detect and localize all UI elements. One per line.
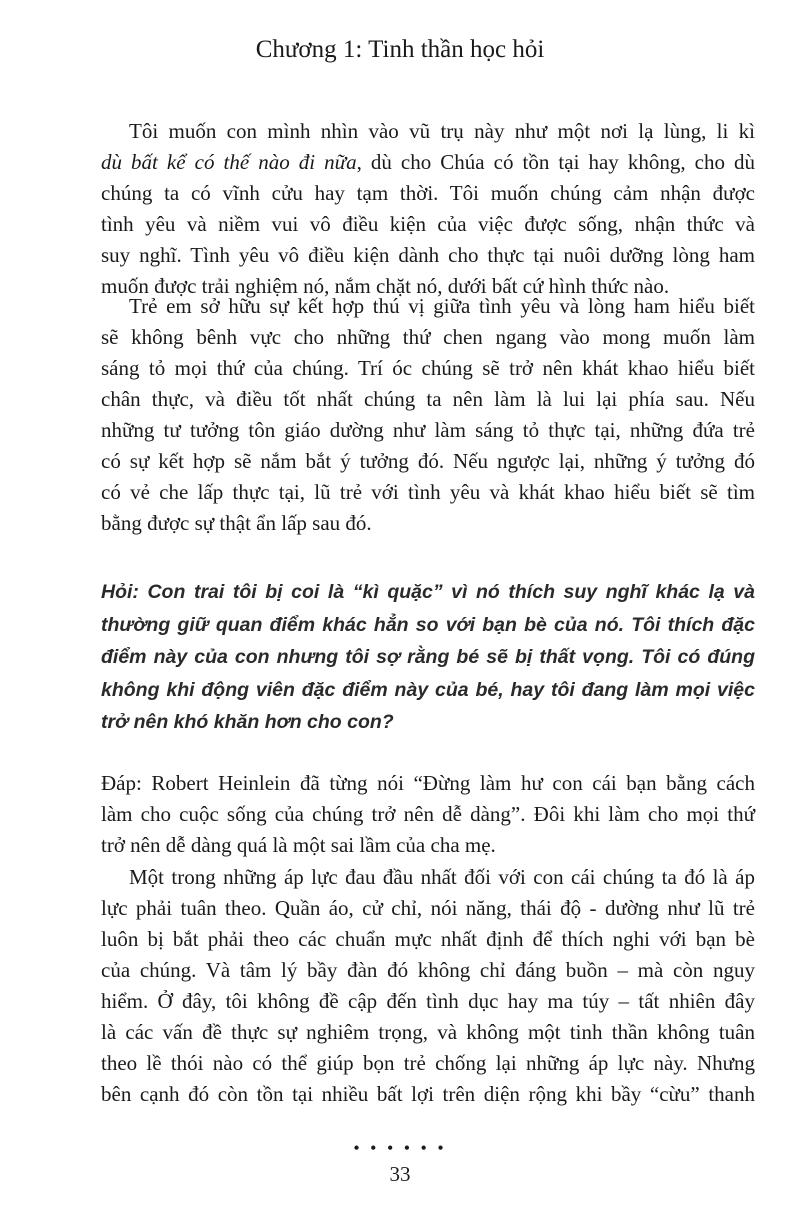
text-line: bên cạnh đó còn tồn tại nhiều bất lợi trên diện rộng khi bầy “cừu” thanh — [101, 1082, 755, 1106]
paragraph-3 — [101, 862, 755, 1110]
text-line: luôn bị bắt phải theo các chuẩn mực nhất định để thích nghi với bạn bè — [101, 927, 755, 951]
text-line: Đáp: Robert Heinlein đã từng nói “Đừng làm hư con cái bạn bằng cách — [101, 771, 755, 795]
text-line: bằng được sự thật ẩn lấp sau đó. — [101, 511, 372, 535]
text-line: chúng ta có vĩnh cửu hay tạm thời. Tôi muốn chúng cảm nhận được — [101, 181, 755, 205]
text-line: sẽ không bênh vực cho những thứ chen ngang vào mong muốn làm — [101, 325, 755, 349]
text-line: suy nghĩ. Tình yêu vô điều kiện dành cho thực tại nuôi dưỡng lòng ham — [101, 243, 755, 267]
text-line — [101, 147, 755, 178]
text-line: điểm này của con nhưng tôi sợ rằng bé sẽ bị thất vọng. Tôi có đúng — [101, 646, 755, 668]
text-line: sáng tỏ mọi thứ của chúng. Trí óc chúng sẽ trở nên khát khao hiểu biết — [101, 356, 755, 380]
text-line: không khi động viên đặc điểm này của bé, hay tôi đang làm mọi việc — [101, 678, 755, 701]
text-line: hiểm. Ở đây, tôi không đề cập đến tình dục hay ma túy – tất nhiên đây — [101, 989, 755, 1013]
text-line: trở nên khó khăn hơn cho con? — [101, 711, 394, 733]
answer-block — [101, 768, 755, 861]
text-line: chân thực, và điều tốt nhất chúng ta nên làm là lui lại phía sau. Nếu — [101, 387, 755, 411]
text-span: , dù cho Chúa có tồn tại hay không, cho dù — [356, 150, 755, 174]
chapter-title: Chương 1: Tinh thần học hỏi — [255, 36, 545, 63]
text-line: trở nên dễ dàng quá là một sai lầm của cha mẹ. — [101, 833, 496, 857]
text-line: Hỏi: Con trai tôi bị coi là “kì quặc” vì nó thích suy nghĩ khác lạ và — [101, 581, 755, 603]
page-number: 33 — [389, 1162, 411, 1186]
text-line: có sự kết hợp sẽ nắm bắt ý tưởng đó. Nếu ngược lại, những ý tưởng đó — [101, 449, 755, 473]
text-line: muốn được trải nghiệm nó, nắm chặt nó, dưới bất cứ hình thức nào. — [101, 274, 670, 298]
text-line: lực phải tuân theo. Quần áo, cử chỉ, nói năng, thái độ - dường như lũ trẻ — [101, 896, 755, 920]
paragraph-1 — [101, 116, 755, 302]
text-line: của chúng. Và tâm lý bầy đàn đó không chỉ đáng buồn – mà còn nguy — [101, 958, 755, 982]
text-line: Trẻ em sở hữu sự kết hợp thú vị giữa tình yêu và lòng ham hiểu biết — [129, 294, 755, 318]
text-line: thường giữ quan điểm khác hẳn so với bạn bè của nó. Tôi thích đặc — [101, 613, 755, 636]
text-line: những tư tưởng tôn giáo dường như làm sáng tỏ thực tại, những đứa trẻ — [101, 418, 755, 442]
text-line: tình yêu và niềm vui vô điều kiện của việc được sống, nhận thức và — [101, 212, 755, 236]
text-line: Một trong những áp lực đau đầu nhất đối với con cái chúng ta đó là áp — [129, 865, 755, 889]
text-line: theo lề thói nào có thể giúp bọn trẻ chống lại những áp lực này. Nhưng — [101, 1051, 755, 1075]
text-line: Tôi muốn con mình nhìn vào vũ trụ này như một nơi lạ lùng, li kì — [129, 119, 755, 143]
question-block — [101, 576, 755, 739]
text-line: có vẻ che lấp thực tại, lũ trẻ với tình yêu và khát khao hiểu biết sẽ tìm — [101, 480, 755, 504]
italic-phrase: dù bất kể có thế nào đi nữa — [101, 150, 357, 174]
paragraph-2 — [101, 291, 755, 539]
text-line: làm cho cuộc sống của chúng trở nên dễ dàng”. Đôi khi làm cho mọi thứ — [101, 802, 755, 826]
text-line: là các vấn đề thực sự nghiêm trọng, và không một tinh thần không tuân — [101, 1020, 755, 1044]
footer-ornament: • • • • • • — [353, 1138, 447, 1158]
